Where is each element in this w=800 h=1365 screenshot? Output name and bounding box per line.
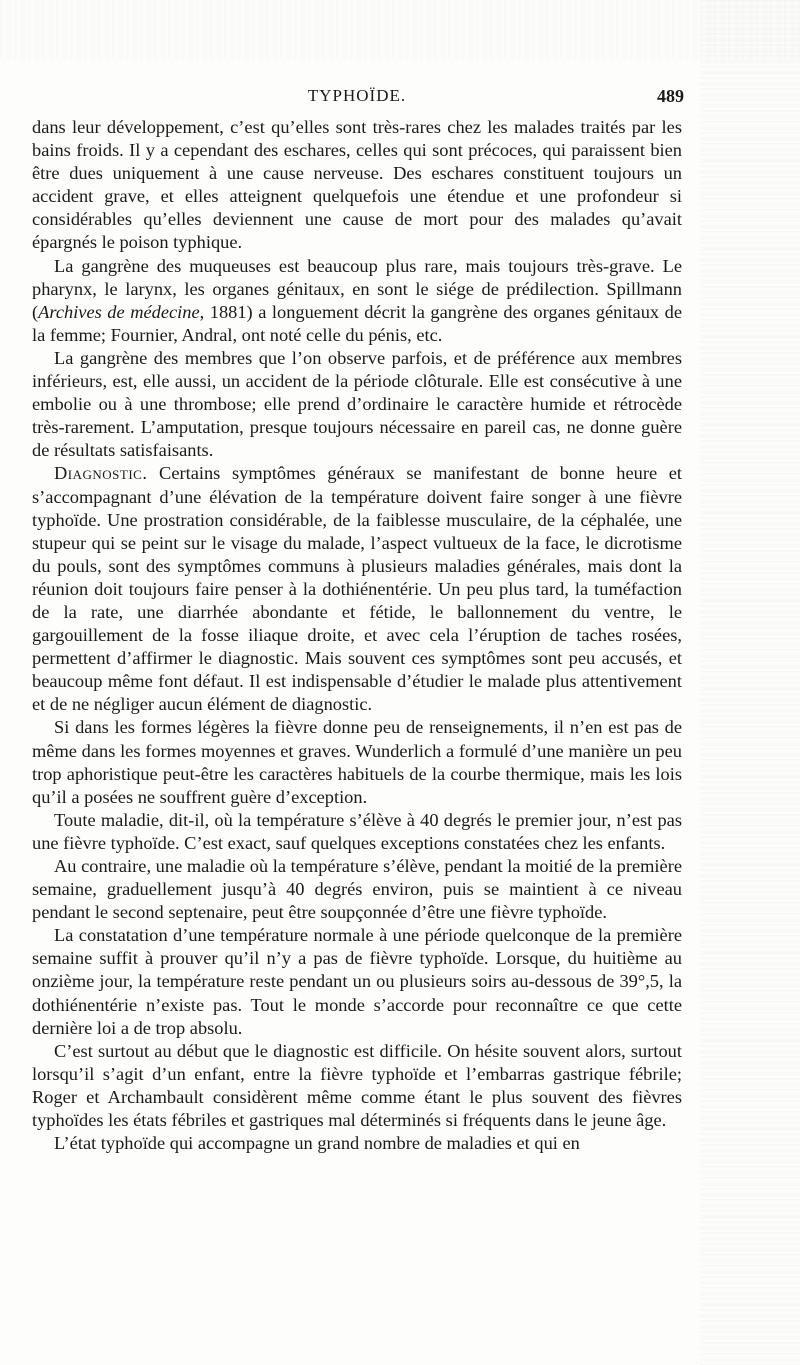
paragraph-debut-difficile: C’est surtout au début que le diagnostic est difficile. On hésite souvent alors, surtout lorsqu’il s’agit d’un enfant, entre la fièvre typhoïde et l’embarras gastrique fébrile; Roger et Archambault considèrent même comme étant le plus souvent des fièvres typhoïdes les états fébriles et gastriques mal déterminés si fréquents dans le jeune âge. (32, 1040, 682, 1131)
paragraph-gangrene-muqueuses (32, 255, 682, 347)
page-header (32, 86, 682, 110)
paragraph-temperature-normale: La constatation d’une température normale à une période quelconque de la première semaine suffit à prouver qu’il n’y a pas de fièvre typhoïde. Lorsque, du huitième au onzième jour, la température reste pendant un ou plusieurs soirs au-dessous de 39°,5, la dothiénentérie n’existe pas. Tout le monde s’accorde pour reconnaître ce que cette dernière loi a de trop absolu. (32, 925, 682, 1038)
paragraph-diagnostic (32, 462, 682, 716)
paragraph-formes-legeres: Si dans les formes légères la fièvre donne peu de renseignements, il n’en est pas de même dans les formes moyennes et graves. Wunderlich a formulé d’une manière un peu trop aphoristique peut-être les caractères habituels de la courbe thermique, mais les lois qu’il a posées ne souffrent guère d’exception. (32, 717, 682, 807)
paragraph-text: Certains symptômes généraux se manifestant de bonne heure et s’accompagnant d’une élévation de la température doivent faire songer à une fièvre typhoïde. Une prostration considérable, de la faiblesse musculaire, de la céphalée, une stupeur qui se peint sur le visage du malade, l’aspect vultueux de la face, le dicrotisme du pouls, sont des symptômes communs à plusieurs maladies générales, mais dont la réunion doit toujours faire penser à la dothiénentérie. Un peu plus tard, la tuméfaction de la rate, une diarrhée abondante et fétide, le ballonnement du ventre, le gargouillement de la fosse iliaque droite, et avec cela l’éruption de taches rosées, permettent d’affirmer le diagnostic. Mais souvent ces symptômes sont peu accusés, et beaucoup même font défaut. Il est indispensable d’étudier le malade plus attentivement et de ne négliger aucun élément de diagnostic. (32, 463, 682, 715)
paragraph-text: La gangrène des muqueuses est beaucoup plus rare, mais toujours très-grave. Le pharynx, le larynx, les organes génitaux, en sont le siége de prédilection. Spillmann ( (32, 255, 682, 322)
paragraph-gangrene-membres: La gangrène des membres que l’on observe parfois, et de préférence aux membres inférieurs, est, elle aussi, un accident de la période clôturale. Elle est consécutive à une embolie ou à une thrombose; elle prend d’ordinaire le caractère humide et rétrocède très-rarement. L’amputation, presque toujours nécessaire en pareil cas, ne donne guère de résultats satisfaisants. (32, 347, 682, 461)
citation-title: Archives de médecine (38, 301, 200, 322)
running-title: TYPHOÏDE. (307, 86, 407, 105)
scan-margin-noise-right (700, 0, 800, 1365)
page-body (32, 116, 682, 1155)
paragraph-eschares: dans leur développement, c’est qu’elles sont très-rares chez les malades traités par les bains froids. Il y a cependant des eschares, celles qui sont précoces, qui paraissent bien être dues uniquement à une cause nerveuse. Des eschares constituent toujours un accident grave, et elles atteignent quelquefois une étendue et une profondeur si considérables qu’elles deviennent une cause de mort pour des malades qu’avait épargnés le poison typhique. (32, 117, 682, 253)
page-number: 489 (657, 86, 684, 106)
section-heading-diagnostic: Diagnostic. (54, 463, 148, 484)
paragraph-au-contraire: Au contraire, une maladie où la température s’élève, pendant la moitié de la première semaine, graduellement jusqu’à 40 degrés environ, puis se maintient à ce niveau pendant le second septenaire, peut être soupçonnée d’être une fièvre typhoïde. (32, 856, 682, 923)
paragraph-etat-typhoide: L’état typhoïde qui accompagne un grand nombre de maladies et qui en (54, 1133, 580, 1154)
paragraph-toute-maladie: Toute maladie, dit-il, où la température s’élève à 40 degrés le premier jour, n’est pas une fièvre typhoïde. C’est exact, sauf quelques exceptions constatées chez les enfants. (32, 809, 682, 853)
scan-margin-noise-top (0, 0, 800, 60)
paragraph-text: , 1881) a longuement décrit la gangrène des organes génitaux de la femme; Fournier, Andral, ont noté celle du pénis, etc. (32, 301, 682, 345)
